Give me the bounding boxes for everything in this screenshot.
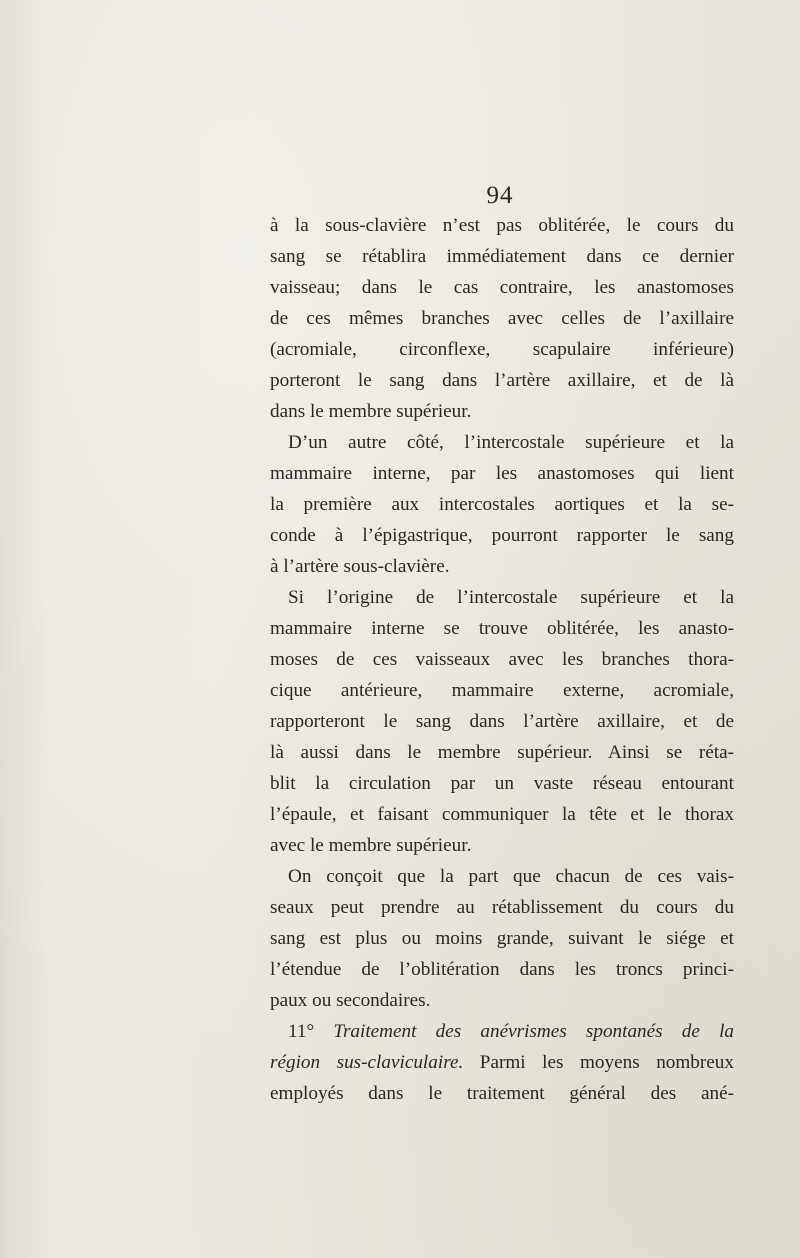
text-line: la première aux intercostales aortiques et la se-: [270, 494, 734, 515]
text-line: rapporteront le sang dans l’artère axillaire, et de: [270, 711, 734, 732]
paragraph-1: [270, 210, 734, 427]
section-title-continued: région sus-claviculaire.: [270, 1052, 464, 1073]
paragraph-4: [270, 861, 734, 1016]
section-number: 11°: [288, 1021, 315, 1042]
text-line: paux ou secondaires.: [270, 990, 431, 1011]
text-line: conde à l’épigastrique, pourront rapporter le sang: [270, 525, 734, 546]
page-number: 94: [486, 182, 514, 209]
text-line: D’un autre côté, l’intercostale supérieure et la: [288, 432, 734, 453]
text-line: de ces mêmes branches avec celles de l’axillaire: [270, 308, 734, 329]
text-line: On conçoit que la part que chacun de ces vais-: [288, 866, 734, 887]
body-text: [270, 210, 734, 1109]
text-line: à l’artère sous-clavière.: [270, 556, 450, 577]
text-line: là aussi dans le membre supérieur. Ainsi se réta-: [270, 742, 734, 763]
text-line: avec le membre supérieur.: [270, 835, 472, 856]
text-line: moses de ces vaisseaux avec les branches thora-: [270, 649, 734, 670]
text-line: l’épaule, et faisant communiquer la tête et le thorax: [270, 804, 734, 825]
text-line: mammaire interne se trouve oblitérée, les anasto-: [270, 618, 734, 639]
text-line: (acromiale, circonflexe, scapulaire inférieure): [270, 339, 734, 360]
text-line: l’étendue de l’oblitération dans les troncs princi-: [270, 959, 734, 980]
paragraph-2: [270, 427, 734, 582]
section-title: Traitement des anévrismes spontanés de la: [333, 1021, 734, 1042]
text-line: vaisseau; dans le cas contraire, les anastomoses: [270, 277, 734, 298]
text-line: mammaire interne, par les anastomoses qui lient: [270, 463, 734, 484]
text-line: seaux peut prendre au rétablissement du cours du: [270, 897, 734, 918]
text-line: sang se rétablira immédiatement dans ce dernier: [270, 246, 734, 267]
text-line: employés dans le traitement général des ané-: [270, 1083, 734, 1104]
text-line: à la sous-clavière n’est pas oblitérée, le cours du: [270, 215, 734, 236]
text-line: sang est plus ou moins grande, suivant le siége et: [270, 928, 734, 949]
section-heading-paragraph: [270, 1016, 734, 1109]
text-line: Si l’origine de l’intercostale supérieure et la: [288, 587, 734, 608]
text-line: porteront le sang dans l’artère axillaire, et de là: [270, 370, 734, 391]
paragraph-3: [270, 582, 734, 861]
text-line: dans le membre supérieur.: [270, 401, 472, 422]
section-heading-line: [270, 1016, 734, 1047]
text-line: cique antérieure, mammaire externe, acromiale,: [270, 680, 734, 701]
text-run: Parmi les moyens nombreux: [479, 1052, 734, 1073]
text-line: [270, 1047, 734, 1078]
text-line: blit la circulation par un vaste réseau entourant: [270, 773, 734, 794]
